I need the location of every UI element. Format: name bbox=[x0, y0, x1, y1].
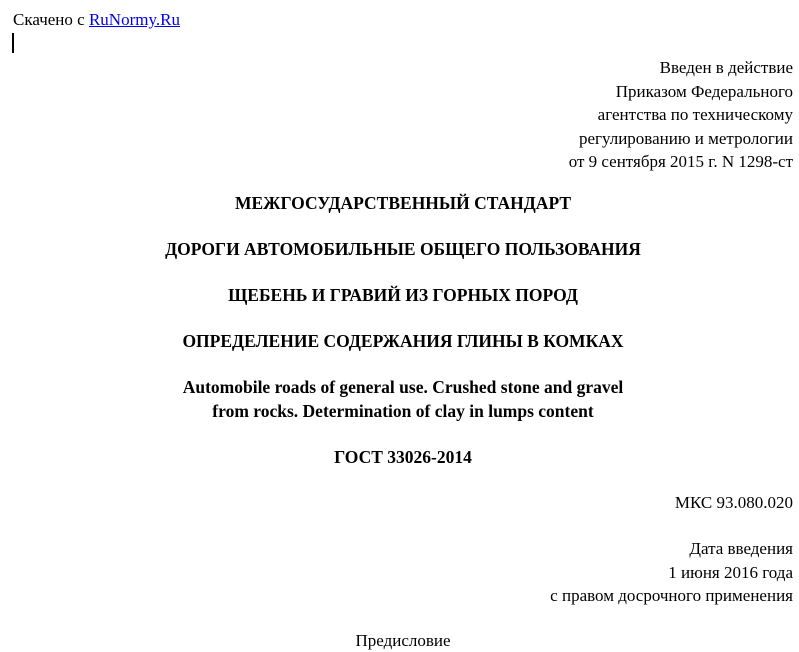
mks-code bbox=[675, 491, 793, 515]
source-prefix: Скачено с bbox=[13, 10, 89, 29]
mks-code-text: МКС 93.080.020 bbox=[674, 493, 793, 512]
gost-number: ГОСТ 33026-2014 bbox=[334, 447, 472, 467]
source-line bbox=[13, 9, 180, 31]
title-line-2: ЩЕБЕНЬ И ГРАВИЙ ИЗ ГОРНЫХ ПОРОД bbox=[228, 285, 578, 305]
english-title-line: Automobile roads of general use. Crushed stone and gravel bbox=[182, 377, 624, 397]
runormy-link[interactable]: RuNormy.Ru bbox=[88, 10, 180, 29]
standard-type-heading: МЕЖГОСУДАРСТВЕННЫЙ СТАНДАРТ bbox=[234, 193, 572, 213]
approval-block bbox=[569, 56, 793, 174]
approval-line: Приказом Федерального bbox=[615, 81, 793, 101]
approval-line: регулированию и метрологии bbox=[578, 128, 793, 148]
title-line-3: ОПРЕДЕЛЕНИЕ СОДЕРЖАНИЯ ГЛИНЫ В КОМКАХ bbox=[182, 331, 624, 351]
approval-line: Введен в действие bbox=[659, 58, 793, 77]
text-cursor bbox=[12, 33, 14, 53]
english-title bbox=[0, 376, 799, 423]
approval-line: агентства по техническому bbox=[597, 105, 793, 124]
preface-heading: Предисловие bbox=[355, 631, 451, 650]
title-line-1: ДОРОГИ АВТОМОБИЛЬНЫЕ ОБЩЕГО ПОЛЬЗОВАНИЯ bbox=[165, 239, 641, 259]
approval-line: от 9 сентября 2015 г. N 1298-ст bbox=[568, 152, 793, 171]
english-title-line: from rocks. Determination of clay in lumps content bbox=[212, 400, 594, 421]
effective-date-line: Дата введения bbox=[689, 539, 793, 558]
effective-date-block bbox=[550, 537, 793, 608]
effective-date-line: 1 июня 2016 года bbox=[668, 562, 793, 582]
effective-date-line: с правом досрочного применения bbox=[550, 586, 793, 605]
